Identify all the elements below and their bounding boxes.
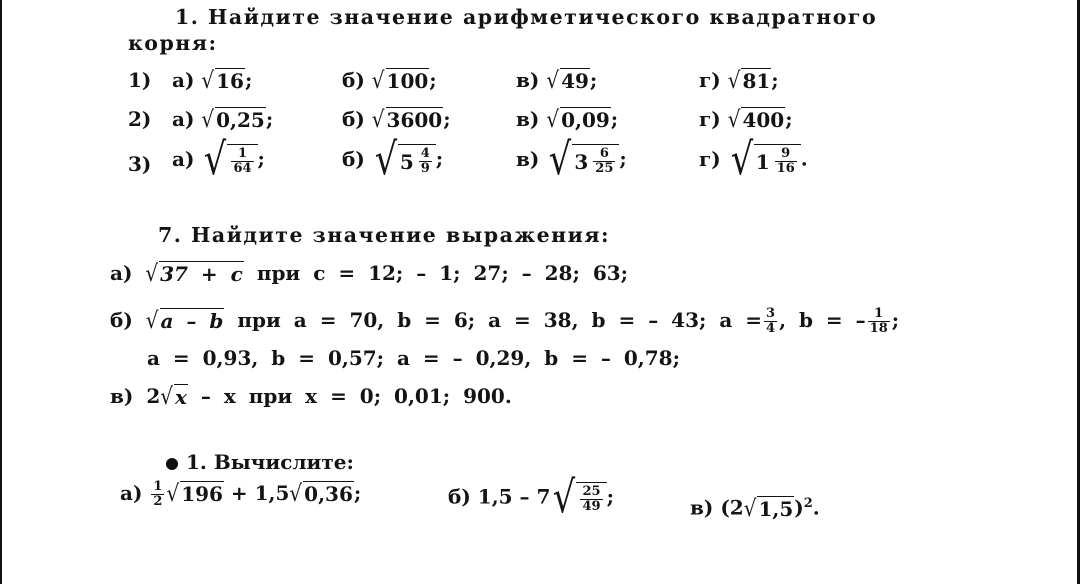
fraction: 4 9 (420, 146, 430, 176)
exercise-1-row-3-item-g: г) √ 1 9 16 . (699, 134, 808, 185)
task-1-item-a: а) $\frac{1}{2}$ √ 196 + 1,5 √ 0,36 ; (120, 479, 362, 509)
exercise-1-row-1-item-g: г) √ 81 ; (699, 66, 779, 94)
bullet-icon (166, 458, 178, 470)
square-root: √ 1,5 (743, 493, 794, 522)
fraction: 1 64 (233, 146, 252, 176)
exercise-1-row-2-item-g: г) √ 400 ; (699, 105, 793, 133)
square-root: √ 3600 (371, 105, 443, 133)
square-root: √ a – b (145, 306, 224, 334)
square-root: √ 196 (166, 479, 223, 507)
square-root: √ 81 (727, 66, 771, 94)
exercise-1-heading: 1. Найдите значение арифметического квадратного (175, 5, 878, 29)
exercise-1-row-2-item-a: а) √ 0,25 ; (172, 105, 274, 133)
square-root: √ 100 (371, 66, 429, 94)
exercise-7-item-v: в) 2 √ x – x при x = 0; 0,01; 900. (110, 382, 512, 410)
fraction: $\frac{1}{2}$ (153, 479, 163, 509)
exercise-1-row-2-item-v: в) √ 0,09 ; (516, 105, 619, 133)
fraction: $\frac{3}{4}$ (766, 306, 776, 336)
page-frame-left (0, 0, 2, 584)
exercise-1-row-1-item-b: б) √ 100 ; (342, 66, 437, 94)
exercise-1-row-2-item-b: б) √ 3600 ; (342, 105, 451, 133)
exercise-1-row-1-item-v: в) √ 49 ; (516, 66, 598, 94)
square-root: √ x (160, 382, 187, 410)
task-1-heading: 1. Вычислите: (166, 450, 354, 474)
exercise-1-row-1-item-a: а) √ 16 ; (172, 66, 253, 94)
exercise-7-heading: 7. Найдите значение выражения: (158, 223, 611, 247)
exercise-7-item-a: а) √ 37 + c при c = 12; – 1; 27; – 28; 63; (110, 259, 629, 287)
square-root: √ 0,25 (201, 105, 265, 133)
exercise-7-item-b-continued: a = 0,93, b = 0,57; a = – 0,29, b = – 0,78; (147, 346, 680, 370)
exercise-1-row-1-number: 1) (128, 68, 152, 92)
square-root: √ 1 64 (201, 140, 257, 180)
square-root: √ 0,09 (546, 105, 610, 133)
fraction: 9 16 (776, 146, 795, 176)
exercise-1-row-3-item-a: а) √ 1 64 ; (172, 134, 265, 185)
exercise-1-heading-continued: корня: (128, 31, 218, 55)
exercise-7-item-b: б) √ a – b при a = 70, b = 6; a = 38, b = – 43; a = $\frac{3}{4}$ , b = – $\frac{1}{18}$ ; (110, 306, 900, 336)
exercise-1-row-3-item-v: в) √ 3 6 25 ; (516, 134, 627, 185)
square-root: √ 25 49 (550, 478, 606, 518)
square-root: √ 400 (727, 105, 785, 133)
square-root: √ 49 (546, 66, 589, 94)
square-root: √ 3 6 25 (546, 140, 619, 180)
fraction: 6 25 (595, 146, 614, 176)
square-root: √ 0,36 (289, 479, 353, 507)
task-1-item-b: б) 1,5 – 7 √ 25 49 ; (448, 472, 614, 523)
square-root: √ 16 (201, 66, 244, 94)
task-1-item-v: в) (2 √ 1,5 )$^2$. (690, 493, 820, 522)
square-root: √ 37 + c (145, 259, 243, 287)
fraction: 25 49 (582, 484, 601, 514)
exercise-1-row-3-number: 3) (128, 152, 152, 176)
exercise-1-row-3-item-b: б) √ 5 4 9 ; (342, 134, 444, 185)
fraction: $\frac{1}{18}$ (869, 306, 888, 336)
square-root: √ 5 4 9 (372, 140, 436, 180)
square-root: √ 1 9 16 (728, 140, 801, 180)
exercise-1-row-2-number: 2) (128, 107, 152, 131)
